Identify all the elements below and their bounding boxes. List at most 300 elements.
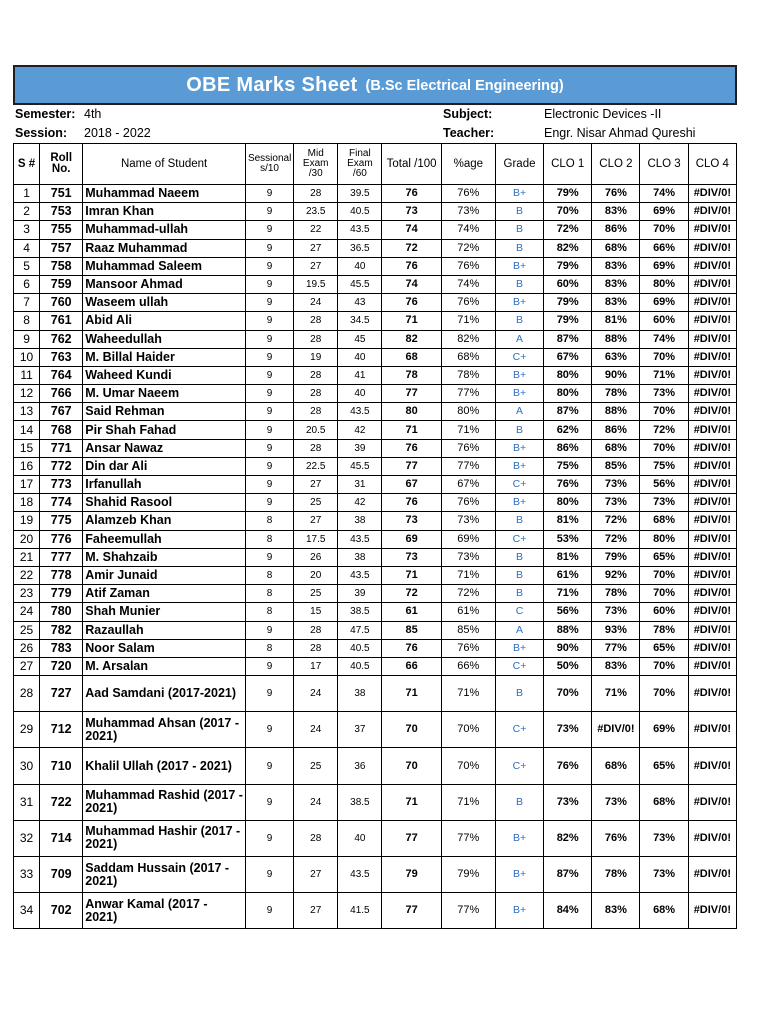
- cell-student-name: Muhammad Saleem: [83, 257, 246, 275]
- cell-sno: 27: [14, 657, 40, 675]
- cell-sessional: 9: [245, 548, 293, 566]
- cell-clo3: 68%: [640, 893, 688, 929]
- cell-roll-no: 762: [40, 330, 83, 348]
- cell-mid-exam: 28: [294, 330, 338, 348]
- cell-clo4: #DIV/0!: [688, 421, 736, 439]
- cell-clo1: 60%: [544, 275, 592, 293]
- table-row: [14, 439, 737, 457]
- cell-final-exam: 43.5: [338, 530, 382, 548]
- cell-clo3: 66%: [640, 239, 688, 257]
- table-row: [14, 366, 737, 384]
- cell-mid-exam: 28: [294, 185, 338, 203]
- cell-total: 77: [382, 893, 441, 929]
- cell-clo1: 81%: [544, 512, 592, 530]
- cell-grade: B+: [495, 893, 543, 929]
- cell-sessional: 9: [245, 257, 293, 275]
- cell-student-name: Abid Ali: [83, 312, 246, 330]
- cell-sno: 14: [14, 421, 40, 439]
- cell-grade: C+: [495, 348, 543, 366]
- cell-clo2: 77%: [592, 639, 640, 657]
- table-row: [14, 748, 737, 784]
- cell-total: 76: [382, 494, 441, 512]
- cell-clo1: 62%: [544, 421, 592, 439]
- cell-clo1: 71%: [544, 585, 592, 603]
- subject-value: Electronic Devices -II: [544, 107, 662, 121]
- cell-percentage: 71%: [441, 784, 495, 820]
- cell-mid-exam: 22.5: [294, 457, 338, 475]
- table-row: [14, 512, 737, 530]
- cell-mid-exam: 17: [294, 657, 338, 675]
- cell-sno: 15: [14, 439, 40, 457]
- cell-clo4: #DIV/0!: [688, 275, 736, 293]
- cell-clo2: 83%: [592, 893, 640, 929]
- cell-percentage: 70%: [441, 748, 495, 784]
- cell-student-name: Ansar Nawaz: [83, 439, 246, 457]
- session-label: Session:: [15, 126, 68, 140]
- cell-sno: 33: [14, 857, 40, 893]
- cell-student-name: Anwar Kamal (2017 - 2021): [83, 893, 246, 929]
- cell-sno: 25: [14, 621, 40, 639]
- cell-clo3: 73%: [640, 494, 688, 512]
- cell-student-name: Saddam Hussain (2017 - 2021): [83, 857, 246, 893]
- cell-student-name: M. Arsalan: [83, 657, 246, 675]
- cell-roll-no: 768: [40, 421, 83, 439]
- cell-final-exam: 39.5: [338, 185, 382, 203]
- cell-percentage: 73%: [441, 548, 495, 566]
- cell-clo4: #DIV/0!: [688, 239, 736, 257]
- cell-clo2: 81%: [592, 312, 640, 330]
- table-row: [14, 548, 737, 566]
- cell-percentage: 76%: [441, 639, 495, 657]
- cell-roll-no: 753: [40, 203, 83, 221]
- cell-final-exam: 38: [338, 512, 382, 530]
- cell-total: 70: [382, 748, 441, 784]
- cell-clo2: 73%: [592, 603, 640, 621]
- cell-clo3: 56%: [640, 476, 688, 494]
- cell-roll-no: 760: [40, 294, 83, 312]
- cell-clo4: #DIV/0!: [688, 257, 736, 275]
- cell-clo1: 73%: [544, 712, 592, 748]
- cell-total: 80: [382, 403, 441, 421]
- cell-grade: B: [495, 203, 543, 221]
- cell-clo1: 79%: [544, 185, 592, 203]
- cell-student-name: Amir Junaid: [83, 566, 246, 584]
- cell-sno: 23: [14, 585, 40, 603]
- cell-clo2: 68%: [592, 748, 640, 784]
- cell-clo4: #DIV/0!: [688, 403, 736, 421]
- cell-roll-no: 763: [40, 348, 83, 366]
- cell-total: 71: [382, 312, 441, 330]
- cell-clo2: 78%: [592, 385, 640, 403]
- cell-student-name: Waheedullah: [83, 330, 246, 348]
- cell-clo1: 88%: [544, 621, 592, 639]
- table-row: [14, 639, 737, 657]
- cell-clo4: #DIV/0!: [688, 639, 736, 657]
- cell-percentage: 66%: [441, 657, 495, 675]
- cell-sno: 8: [14, 312, 40, 330]
- cell-clo2: #DIV/0!: [592, 712, 640, 748]
- cell-sno: 10: [14, 348, 40, 366]
- cell-clo1: 70%: [544, 203, 592, 221]
- cell-grade: A: [495, 621, 543, 639]
- cell-student-name: Mansoor Ahmad: [83, 275, 246, 293]
- cell-grade: B+: [495, 820, 543, 856]
- cell-clo2: 73%: [592, 784, 640, 820]
- cell-total: 82: [382, 330, 441, 348]
- cell-sno: 30: [14, 748, 40, 784]
- cell-final-exam: 43.5: [338, 566, 382, 584]
- cell-clo2: 72%: [592, 530, 640, 548]
- cell-clo2: 72%: [592, 512, 640, 530]
- cell-mid-exam: 27: [294, 857, 338, 893]
- cell-grade: B+: [495, 294, 543, 312]
- cell-sessional: 9: [245, 421, 293, 439]
- table-row: [14, 893, 737, 929]
- cell-final-exam: 31: [338, 476, 382, 494]
- cell-total: 73: [382, 548, 441, 566]
- cell-final-exam: 43.5: [338, 857, 382, 893]
- cell-clo1: 81%: [544, 548, 592, 566]
- cell-roll-no: 709: [40, 857, 83, 893]
- cell-clo2: 93%: [592, 621, 640, 639]
- cell-mid-exam: 28: [294, 621, 338, 639]
- col-header-sno: S #: [14, 144, 40, 185]
- cell-clo1: 56%: [544, 603, 592, 621]
- col-header-clo4: CLO 4: [688, 144, 736, 185]
- cell-clo4: #DIV/0!: [688, 494, 736, 512]
- cell-mid-exam: 25: [294, 585, 338, 603]
- cell-mid-exam: 28: [294, 312, 338, 330]
- info-line-2: [13, 124, 737, 143]
- cell-roll-no: 771: [40, 439, 83, 457]
- cell-mid-exam: 22: [294, 221, 338, 239]
- cell-final-exam: 38.5: [338, 603, 382, 621]
- cell-grade: C: [495, 603, 543, 621]
- cell-mid-exam: 27: [294, 476, 338, 494]
- cell-clo1: 80%: [544, 385, 592, 403]
- cell-sessional: 9: [245, 403, 293, 421]
- cell-student-name: Noor Salam: [83, 639, 246, 657]
- table-row: [14, 585, 737, 603]
- cell-clo3: 69%: [640, 203, 688, 221]
- cell-clo3: 69%: [640, 712, 688, 748]
- cell-student-name: Pir Shah Fahad: [83, 421, 246, 439]
- cell-clo3: 74%: [640, 185, 688, 203]
- table-row: [14, 676, 737, 712]
- cell-student-name: Muhammad Hashir (2017 - 2021): [83, 820, 246, 856]
- cell-student-name: Waheed Kundi: [83, 366, 246, 384]
- cell-student-name: Razaullah: [83, 621, 246, 639]
- cell-percentage: 80%: [441, 403, 495, 421]
- cell-sno: 4: [14, 239, 40, 257]
- cell-grade: B+: [495, 857, 543, 893]
- cell-percentage: 78%: [441, 366, 495, 384]
- cell-clo1: 80%: [544, 366, 592, 384]
- info-block: [13, 105, 737, 143]
- cell-percentage: 68%: [441, 348, 495, 366]
- cell-sessional: 8: [245, 566, 293, 584]
- cell-sessional: 8: [245, 530, 293, 548]
- cell-final-exam: 42: [338, 494, 382, 512]
- cell-clo1: 61%: [544, 566, 592, 584]
- cell-mid-exam: 24: [294, 294, 338, 312]
- cell-final-exam: 38.5: [338, 784, 382, 820]
- cell-mid-exam: 20: [294, 566, 338, 584]
- table-row: [14, 566, 737, 584]
- cell-clo3: 70%: [640, 221, 688, 239]
- cell-percentage: 67%: [441, 476, 495, 494]
- cell-percentage: 71%: [441, 566, 495, 584]
- cell-sno: 18: [14, 494, 40, 512]
- cell-sessional: 9: [245, 657, 293, 675]
- cell-sessional: 9: [245, 239, 293, 257]
- cell-grade: A: [495, 403, 543, 421]
- table-row: [14, 476, 737, 494]
- cell-roll-no: 764: [40, 366, 83, 384]
- cell-roll-no: 774: [40, 494, 83, 512]
- cell-clo1: 87%: [544, 857, 592, 893]
- cell-mid-exam: 25: [294, 748, 338, 784]
- cell-clo3: 73%: [640, 857, 688, 893]
- cell-total: 77: [382, 820, 441, 856]
- cell-grade: A: [495, 330, 543, 348]
- cell-sno: 32: [14, 820, 40, 856]
- cell-roll-no: 772: [40, 457, 83, 475]
- cell-mid-exam: 19: [294, 348, 338, 366]
- cell-clo2: 68%: [592, 239, 640, 257]
- cell-student-name: Shah Munier: [83, 603, 246, 621]
- cell-total: 68: [382, 348, 441, 366]
- cell-mid-exam: 19.5: [294, 275, 338, 293]
- cell-clo1: 84%: [544, 893, 592, 929]
- cell-clo4: #DIV/0!: [688, 366, 736, 384]
- info-line-1: [13, 105, 737, 124]
- cell-mid-exam: 27: [294, 893, 338, 929]
- cell-clo3: 80%: [640, 530, 688, 548]
- cell-percentage: 77%: [441, 385, 495, 403]
- table-row: [14, 784, 737, 820]
- cell-percentage: 76%: [441, 439, 495, 457]
- cell-sno: 16: [14, 457, 40, 475]
- cell-student-name: M. Shahzaib: [83, 548, 246, 566]
- cell-sno: 7: [14, 294, 40, 312]
- cell-sessional: 9: [245, 784, 293, 820]
- cell-sessional: 9: [245, 857, 293, 893]
- table-row: [14, 820, 737, 856]
- table-row: [14, 857, 737, 893]
- cell-roll-no: 773: [40, 476, 83, 494]
- cell-final-exam: 45.5: [338, 457, 382, 475]
- cell-roll-no: 776: [40, 530, 83, 548]
- table-row: [14, 239, 737, 257]
- cell-percentage: 74%: [441, 221, 495, 239]
- cell-final-exam: 45.5: [338, 275, 382, 293]
- cell-grade: B: [495, 312, 543, 330]
- cell-clo4: #DIV/0!: [688, 585, 736, 603]
- cell-clo2: 88%: [592, 403, 640, 421]
- cell-roll-no: 767: [40, 403, 83, 421]
- cell-sessional: 9: [245, 439, 293, 457]
- col-header-sessional: Sessional s/10: [245, 144, 293, 185]
- cell-grade: B: [495, 676, 543, 712]
- cell-student-name: M. Umar Naeem: [83, 385, 246, 403]
- cell-clo2: 83%: [592, 657, 640, 675]
- cell-clo2: 78%: [592, 857, 640, 893]
- cell-percentage: 76%: [441, 294, 495, 312]
- table-row: [14, 385, 737, 403]
- cell-total: 74: [382, 221, 441, 239]
- cell-clo4: #DIV/0!: [688, 203, 736, 221]
- cell-clo3: 70%: [640, 657, 688, 675]
- marks-table: [13, 143, 737, 929]
- cell-percentage: 71%: [441, 421, 495, 439]
- cell-total: 76: [382, 257, 441, 275]
- cell-final-exam: 42: [338, 421, 382, 439]
- cell-mid-exam: 25: [294, 494, 338, 512]
- cell-percentage: 77%: [441, 893, 495, 929]
- cell-final-exam: 40: [338, 348, 382, 366]
- cell-clo4: #DIV/0!: [688, 348, 736, 366]
- cell-clo1: 90%: [544, 639, 592, 657]
- cell-sno: 1: [14, 185, 40, 203]
- cell-percentage: 61%: [441, 603, 495, 621]
- cell-total: 72: [382, 239, 441, 257]
- table-row: [14, 257, 737, 275]
- cell-clo1: 75%: [544, 457, 592, 475]
- cell-sno: 6: [14, 275, 40, 293]
- cell-sessional: 9: [245, 621, 293, 639]
- cell-clo1: 53%: [544, 530, 592, 548]
- cell-grade: B+: [495, 257, 543, 275]
- cell-grade: B+: [495, 457, 543, 475]
- cell-sessional: 9: [245, 457, 293, 475]
- table-row: [14, 275, 737, 293]
- cell-total: 69: [382, 530, 441, 548]
- cell-total: 76: [382, 185, 441, 203]
- cell-final-exam: 36: [338, 748, 382, 784]
- cell-roll-no: 758: [40, 257, 83, 275]
- col-header-total: Total /100: [382, 144, 441, 185]
- table-row: [14, 403, 737, 421]
- cell-final-exam: 45: [338, 330, 382, 348]
- cell-sno: 26: [14, 639, 40, 657]
- cell-mid-exam: 28: [294, 820, 338, 856]
- cell-total: 66: [382, 657, 441, 675]
- cell-total: 76: [382, 639, 441, 657]
- cell-final-exam: 38: [338, 676, 382, 712]
- cell-clo1: 79%: [544, 294, 592, 312]
- cell-sno: 20: [14, 530, 40, 548]
- cell-percentage: 73%: [441, 203, 495, 221]
- sheet-title: OBE Marks Sheet: [186, 73, 358, 96]
- cell-clo3: 70%: [640, 348, 688, 366]
- cell-clo4: #DIV/0!: [688, 820, 736, 856]
- cell-clo3: 69%: [640, 294, 688, 312]
- cell-sno: 5: [14, 257, 40, 275]
- cell-final-exam: 40: [338, 257, 382, 275]
- table-row: [14, 185, 737, 203]
- cell-grade: B+: [495, 185, 543, 203]
- cell-roll-no: 755: [40, 221, 83, 239]
- cell-roll-no: 761: [40, 312, 83, 330]
- header-row: [14, 144, 737, 185]
- cell-roll-no: 714: [40, 820, 83, 856]
- cell-grade: B: [495, 421, 543, 439]
- cell-sno: 34: [14, 893, 40, 929]
- cell-sessional: 8: [245, 603, 293, 621]
- table-row: [14, 621, 737, 639]
- cell-student-name: Said Rehman: [83, 403, 246, 421]
- cell-clo2: 71%: [592, 676, 640, 712]
- cell-mid-exam: 20.5: [294, 421, 338, 439]
- cell-final-exam: 43.5: [338, 403, 382, 421]
- cell-clo4: #DIV/0!: [688, 676, 736, 712]
- cell-final-exam: 39: [338, 439, 382, 457]
- cell-sno: 22: [14, 566, 40, 584]
- cell-final-exam: 38: [338, 548, 382, 566]
- cell-sno: 31: [14, 784, 40, 820]
- cell-roll-no: 722: [40, 784, 83, 820]
- cell-clo1: 86%: [544, 439, 592, 457]
- cell-student-name: Waseem ullah: [83, 294, 246, 312]
- col-header-grade: Grade: [495, 144, 543, 185]
- cell-clo3: 72%: [640, 421, 688, 439]
- cell-clo4: #DIV/0!: [688, 439, 736, 457]
- cell-clo2: 63%: [592, 348, 640, 366]
- cell-grade: B+: [495, 366, 543, 384]
- cell-sessional: 9: [245, 893, 293, 929]
- cell-grade: B: [495, 239, 543, 257]
- cell-sessional: 9: [245, 476, 293, 494]
- cell-roll-no: 751: [40, 185, 83, 203]
- cell-sno: 11: [14, 366, 40, 384]
- cell-sessional: 9: [245, 820, 293, 856]
- cell-percentage: 70%: [441, 712, 495, 748]
- cell-roll-no: 702: [40, 893, 83, 929]
- cell-sessional: 9: [245, 385, 293, 403]
- cell-grade: C+: [495, 748, 543, 784]
- cell-clo3: 65%: [640, 748, 688, 784]
- cell-clo1: 79%: [544, 312, 592, 330]
- cell-roll-no: 710: [40, 748, 83, 784]
- cell-percentage: 72%: [441, 585, 495, 603]
- cell-mid-exam: 28: [294, 366, 338, 384]
- cell-total: 71: [382, 676, 441, 712]
- cell-sessional: 8: [245, 512, 293, 530]
- cell-clo2: 85%: [592, 457, 640, 475]
- cell-mid-exam: 28: [294, 639, 338, 657]
- cell-mid-exam: 23.5: [294, 203, 338, 221]
- cell-clo2: 83%: [592, 257, 640, 275]
- cell-total: 76: [382, 439, 441, 457]
- cell-mid-exam: 24: [294, 784, 338, 820]
- cell-percentage: 71%: [441, 312, 495, 330]
- cell-clo2: 76%: [592, 820, 640, 856]
- cell-sno: 9: [14, 330, 40, 348]
- cell-student-name: Atif Zaman: [83, 585, 246, 603]
- cell-roll-no: 782: [40, 621, 83, 639]
- cell-grade: B: [495, 566, 543, 584]
- cell-sessional: 9: [245, 203, 293, 221]
- cell-clo3: 60%: [640, 603, 688, 621]
- cell-grade: B+: [495, 639, 543, 657]
- cell-percentage: 76%: [441, 494, 495, 512]
- cell-clo4: #DIV/0!: [688, 530, 736, 548]
- cell-roll-no: 759: [40, 275, 83, 293]
- cell-sno: 3: [14, 221, 40, 239]
- cell-mid-exam: 28: [294, 403, 338, 421]
- cell-sessional: 9: [245, 312, 293, 330]
